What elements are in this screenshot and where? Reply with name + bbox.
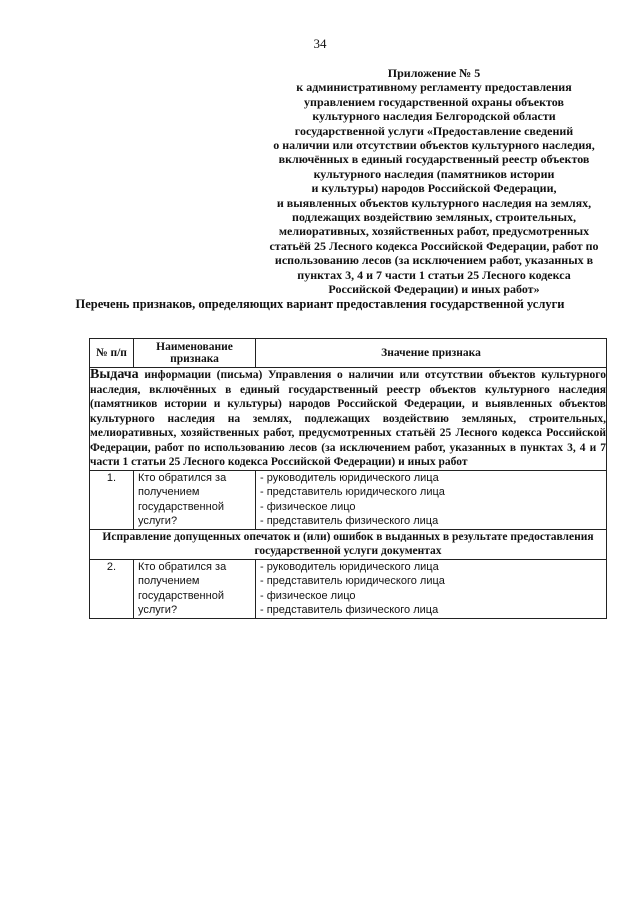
appendix-line: Приложение № 5 [387, 66, 481, 80]
sign-value: - руководитель юридического лица [260, 471, 439, 484]
sign-name-line: государственной [138, 589, 224, 602]
appendix-line: государственной услуги «Предоставление сведений [294, 123, 574, 138]
appendix-line: управлением государственной охраны объектов [304, 94, 564, 109]
sign-value: - физическое лицо [260, 589, 356, 602]
sign-value: - представитель физического лица [260, 515, 439, 527]
section-row [90, 368, 607, 471]
appendix-line: статьёй 25 Лесного кодекса Российской Федерации, работ по [269, 238, 599, 253]
appendix-line: культурного наследия Белгородской области [312, 109, 556, 124]
list-heading: Перечень признаков, определяющих вариант предоставления государственной услуги [75, 297, 565, 311]
sign-name [134, 470, 256, 529]
sign-value: - руководитель юридического лица [260, 560, 439, 573]
appendix-header [248, 66, 620, 297]
sign-name-line: Кто обратился за [138, 471, 227, 484]
row-number: 2. [90, 559, 134, 618]
sign-name-line: получением [138, 575, 200, 587]
header-number: № п/п [90, 339, 134, 368]
section-title-text: информации (письма) Управления о наличии или отсутствии объектов культурного наследия, включённых в единый государственный реестр объектов культурного наследия (памятников истории и культуры) народов Российской Федерации, и выявленных объектов культурного наследия на землях, подлежащих воздействию земляных, строительных, мелиоративных, хозяйственных работ, предусмотренных статьёй 25 Лесного кодекса Российской Федерации, работ по использованию лесов (за исключением работ, указанных в пунктах 3, 4 и 7 части 1 статьи 25 Лесного кодекса Российской Федерации) и иных работ [90, 369, 606, 468]
row-number: 1. [90, 470, 134, 529]
sign-value: - представитель юридического лица [260, 486, 445, 498]
sign-value: - представитель юридического лица [260, 575, 445, 587]
appendix-line: о наличии или отсутствии объектов культурного наследия, [273, 138, 595, 153]
appendix-line: Российской Федерации) и иных работ» [328, 282, 540, 297]
appendix-line: пунктах 3, 4 и 7 части 1 статьи 25 Лесного кодекса [297, 267, 571, 282]
sign-name-line: услуги? [138, 604, 178, 616]
sign-name-line: услуги? [138, 515, 178, 527]
table-row [90, 559, 607, 618]
header-name: Наименование признака [134, 339, 256, 368]
appendix-line: и культуры) народов Российской Федерации, [311, 181, 557, 196]
appendix-line: использованию лесов (за исключением работ, указанных в [274, 253, 594, 268]
section-title-lead: Выдача [90, 367, 139, 382]
appendix-line: и выявленных объектов культурного наследия на землях, [276, 195, 592, 210]
appendix-line: мелиоративных, хозяйственных работ, предусмотренных [278, 224, 590, 239]
section-title-text: Исправление допущенных опечаток и (или) ошибок в выданных в результате предоставления государственной услуги документах [102, 530, 594, 557]
appendix-line: культурного наследия (памятников истории [313, 166, 555, 181]
sign-name-line: получением [138, 486, 200, 498]
section-title [90, 529, 607, 559]
sign-name [134, 559, 256, 618]
header-value: Значение признака [256, 339, 607, 368]
sign-value: - физическое лицо [260, 500, 356, 513]
table-header-row [90, 339, 607, 368]
table-row [90, 470, 607, 529]
appendix-line: к административному регламенту предоставления [296, 80, 572, 95]
sign-name-line: государственной [138, 500, 224, 513]
page-number: 34 [313, 36, 327, 51]
signs-table [89, 338, 607, 619]
sign-values [256, 559, 607, 618]
sign-name-line: Кто обратился за [138, 560, 227, 573]
sign-value: - представитель физического лица [260, 604, 439, 616]
appendix-line: подлежащих воздействию земляных, строительных, [292, 210, 576, 225]
section-row [90, 529, 607, 559]
section-title [90, 368, 607, 471]
appendix-line: включённых в единый государственный реестр объектов [278, 152, 590, 167]
sign-values [256, 470, 607, 529]
